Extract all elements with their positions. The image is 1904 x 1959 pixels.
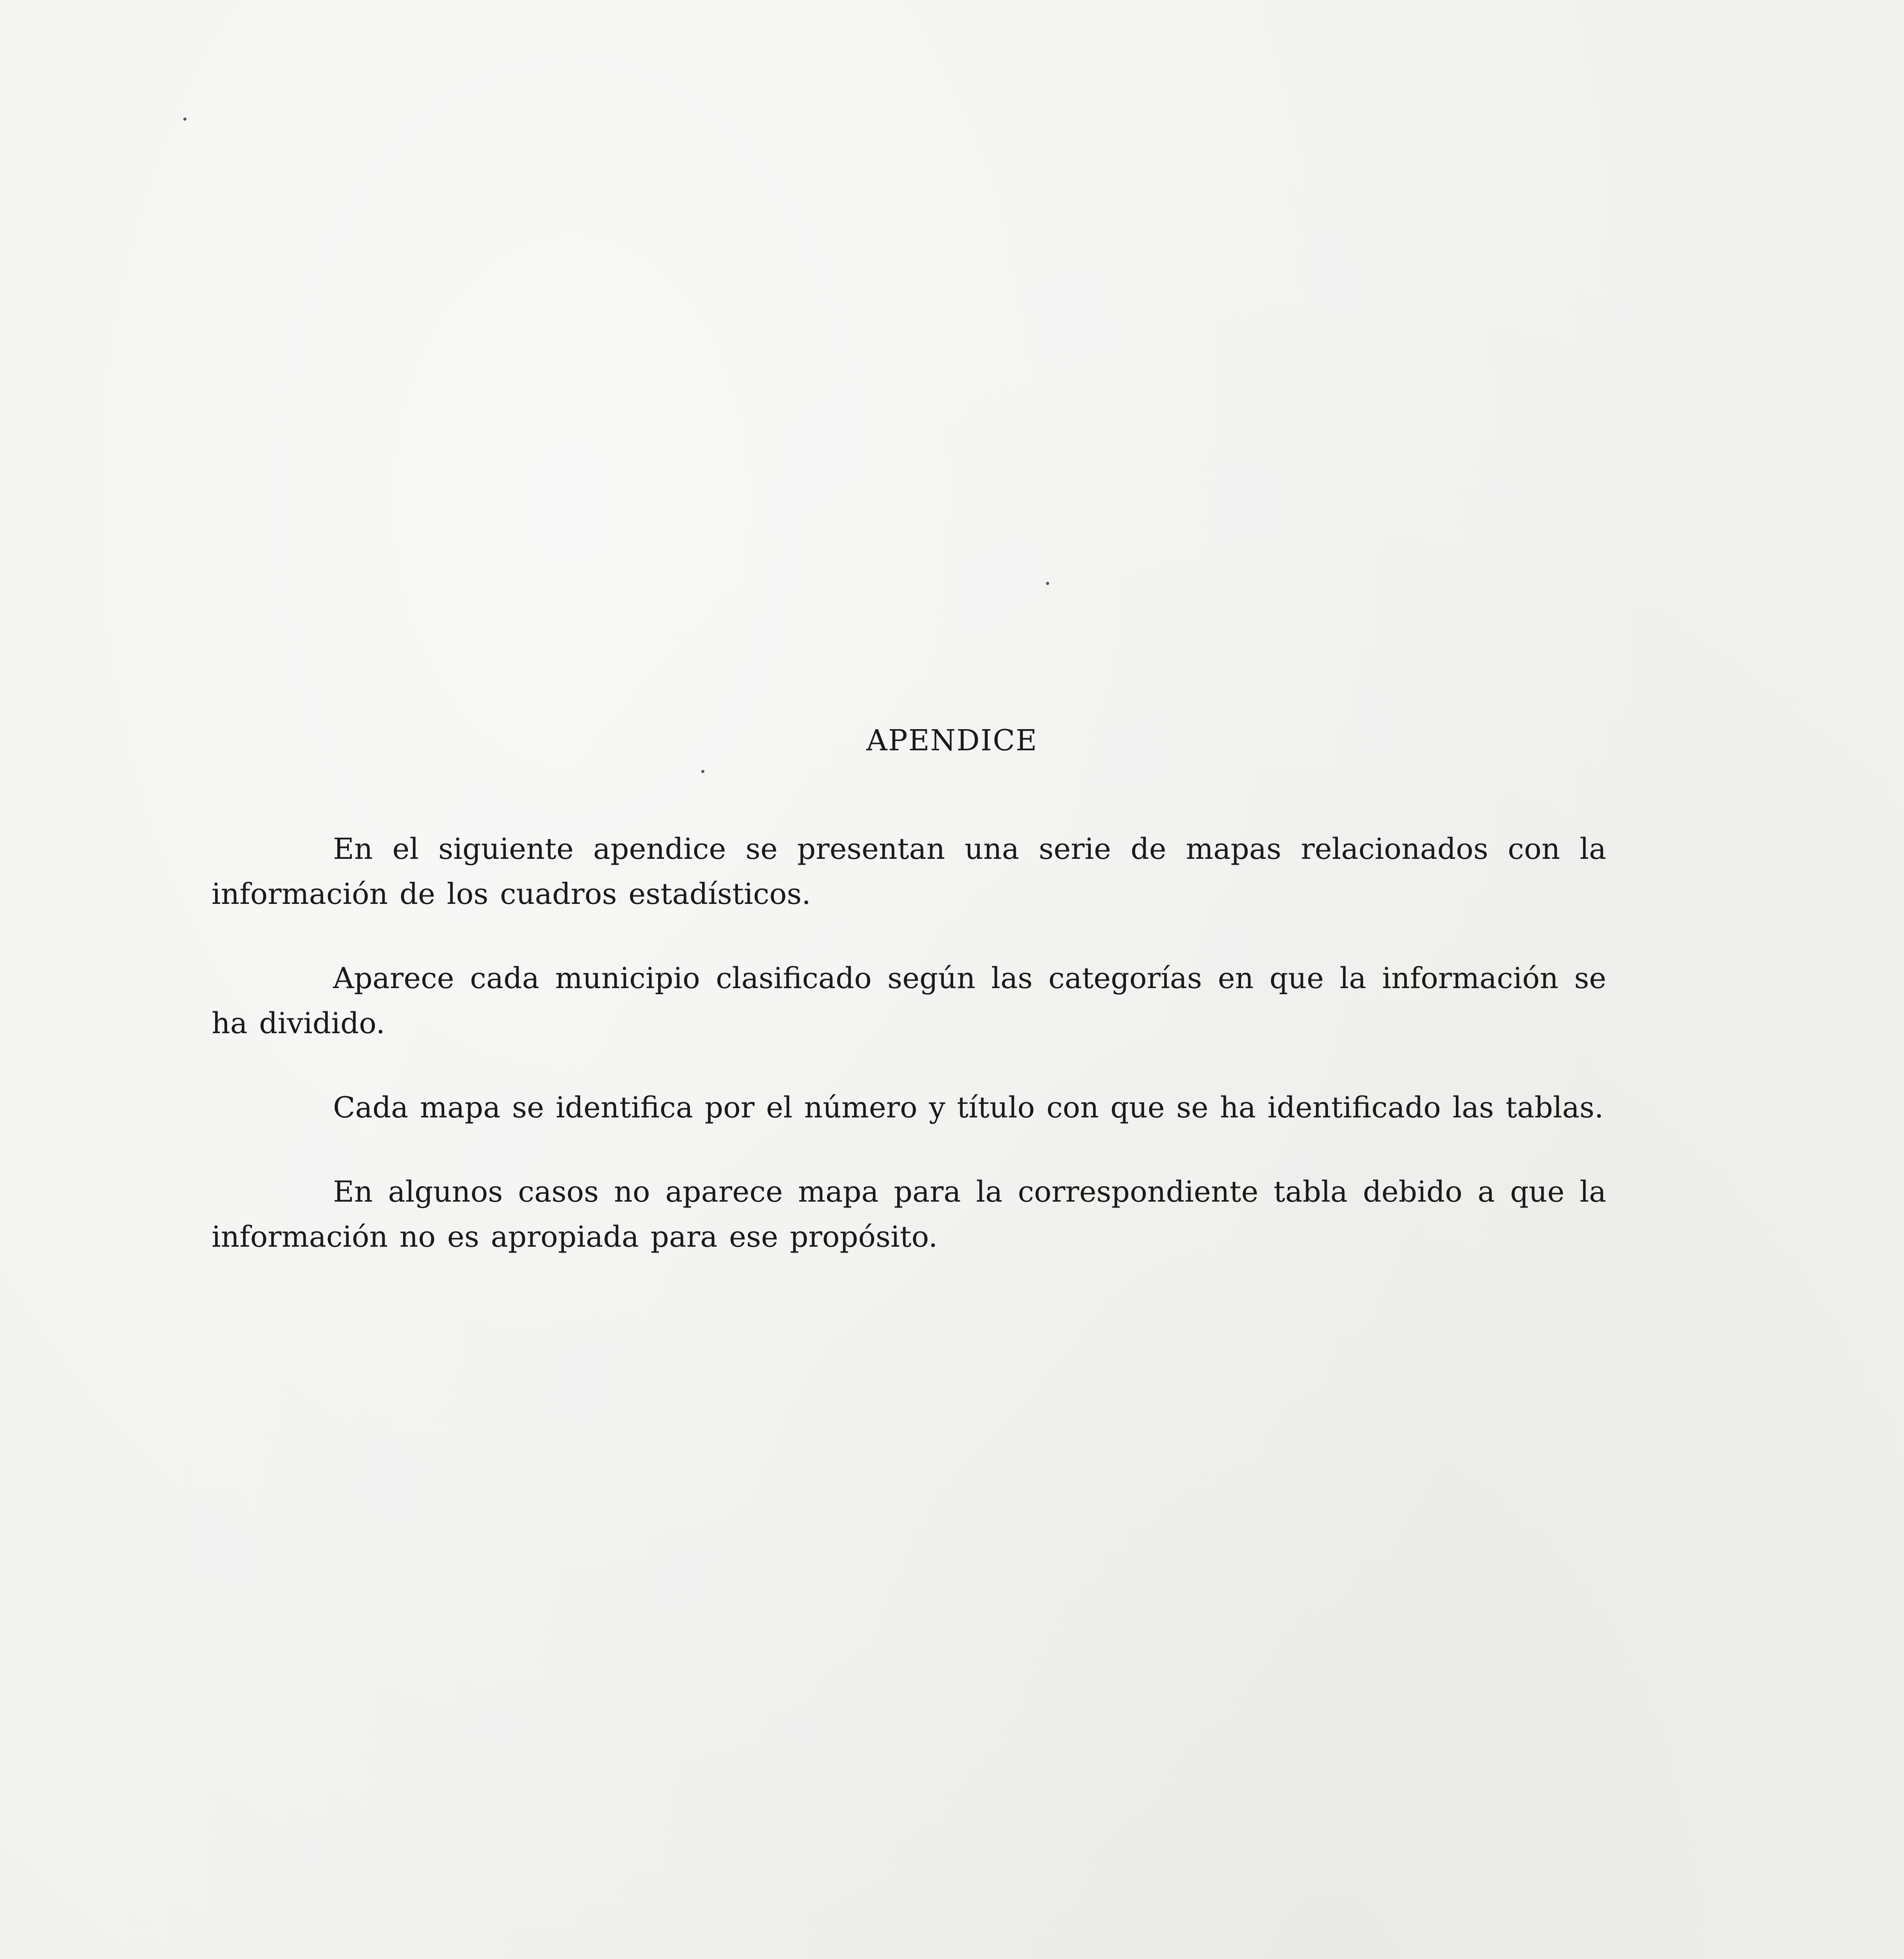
paragraph: Aparece cada municipio clasificado según las categorías en que la información se ha dividido. — [212, 961, 1606, 1040]
paper-speck — [701, 770, 704, 773]
paragraph: En algunos casos no aparece mapa para la correspondiente tabla debido a que la información no es apropiada para ese propósito. — [212, 1175, 1606, 1254]
paragraph: En el siguiente apendice se presentan una serie de mapas relacionados con la información de los cuadros estadísticos. — [212, 832, 1606, 911]
paper-speck — [183, 118, 186, 121]
document-body — [212, 827, 1606, 1299]
paragraph: Cada mapa se identifica por el número y título con que se ha identificado las tablas. — [333, 1091, 1604, 1124]
page-title: APENDICE — [866, 724, 1038, 757]
paper-speck — [1046, 582, 1049, 585]
